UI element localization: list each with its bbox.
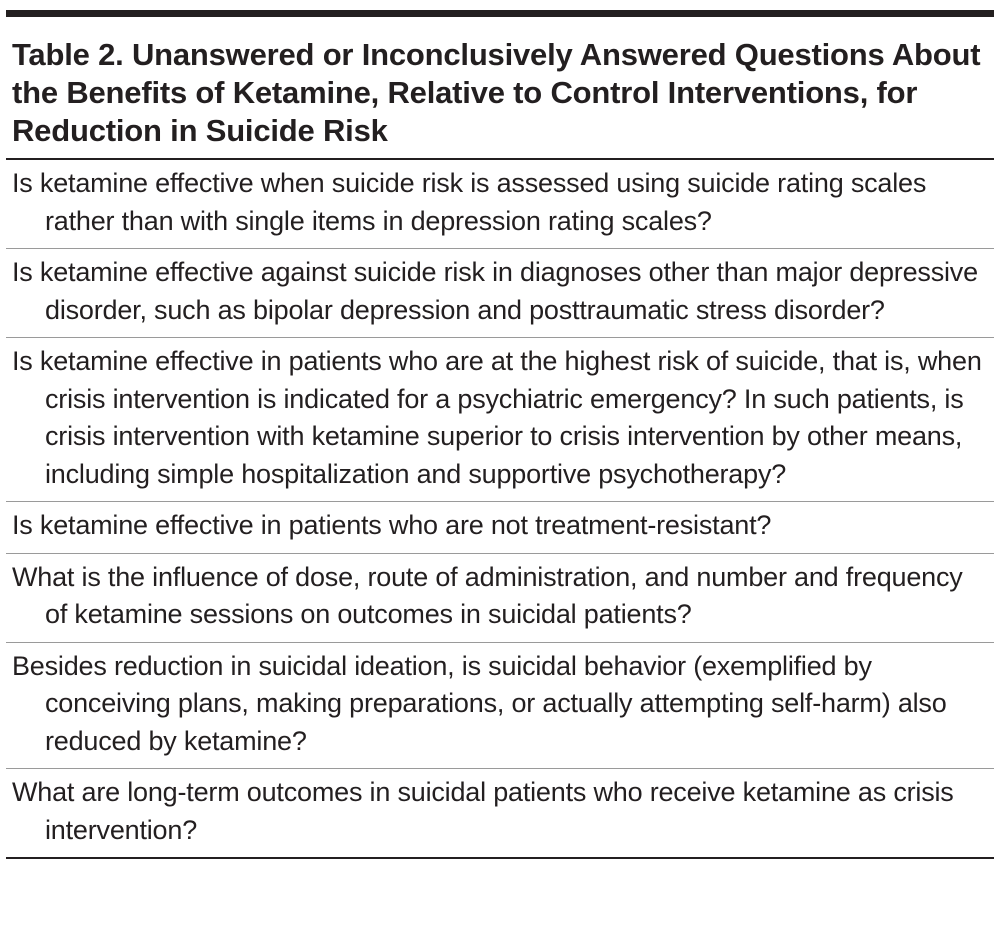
questions-table [6, 10, 994, 859]
table-row: What is the influence of dose, route of administration, and number and frequency of ketamine sessions on outcomes in suicidal patients? [12, 561, 963, 629]
bottom-rule [6, 857, 994, 859]
table-row: Is ketamine effective in patients who are at the highest risk of suicide, that is, when crisis intervention is indicated for a psychiatric emergency? In such patients, is crisis intervention with ketamine superior to crisis intervention by other means, including simple hospitalization and supportive psychotherapy? [12, 346, 982, 489]
top-rule [6, 10, 994, 17]
table-title: Table 2. Unanswered or Inconclusively Answered Questions About the Benefits of Ketamine, Relative to Control Interventions, for Reduction in Suicide Risk [12, 37, 981, 148]
table-row: Is ketamine effective when suicide risk is assessed using suicide rating scales rather than with single items in depression rating scales? [12, 168, 927, 236]
table-row: Is ketamine effective in patients who are not treatment-resistant? [12, 510, 772, 540]
table-row: Besides reduction in suicidal ideation, is suicidal behavior (exemplified by conceiving plans, making preparations, or actually attempting self-harm) also reduced by ketamine? [12, 650, 947, 756]
table-row: Is ketamine effective against suicide risk in diagnoses other than major depressive disorder, such as bipolar depression and posttraumatic stress disorder? [12, 257, 978, 325]
table-row: What are long-term outcomes in suicidal patients who receive ketamine as crisis intervention? [12, 777, 954, 845]
